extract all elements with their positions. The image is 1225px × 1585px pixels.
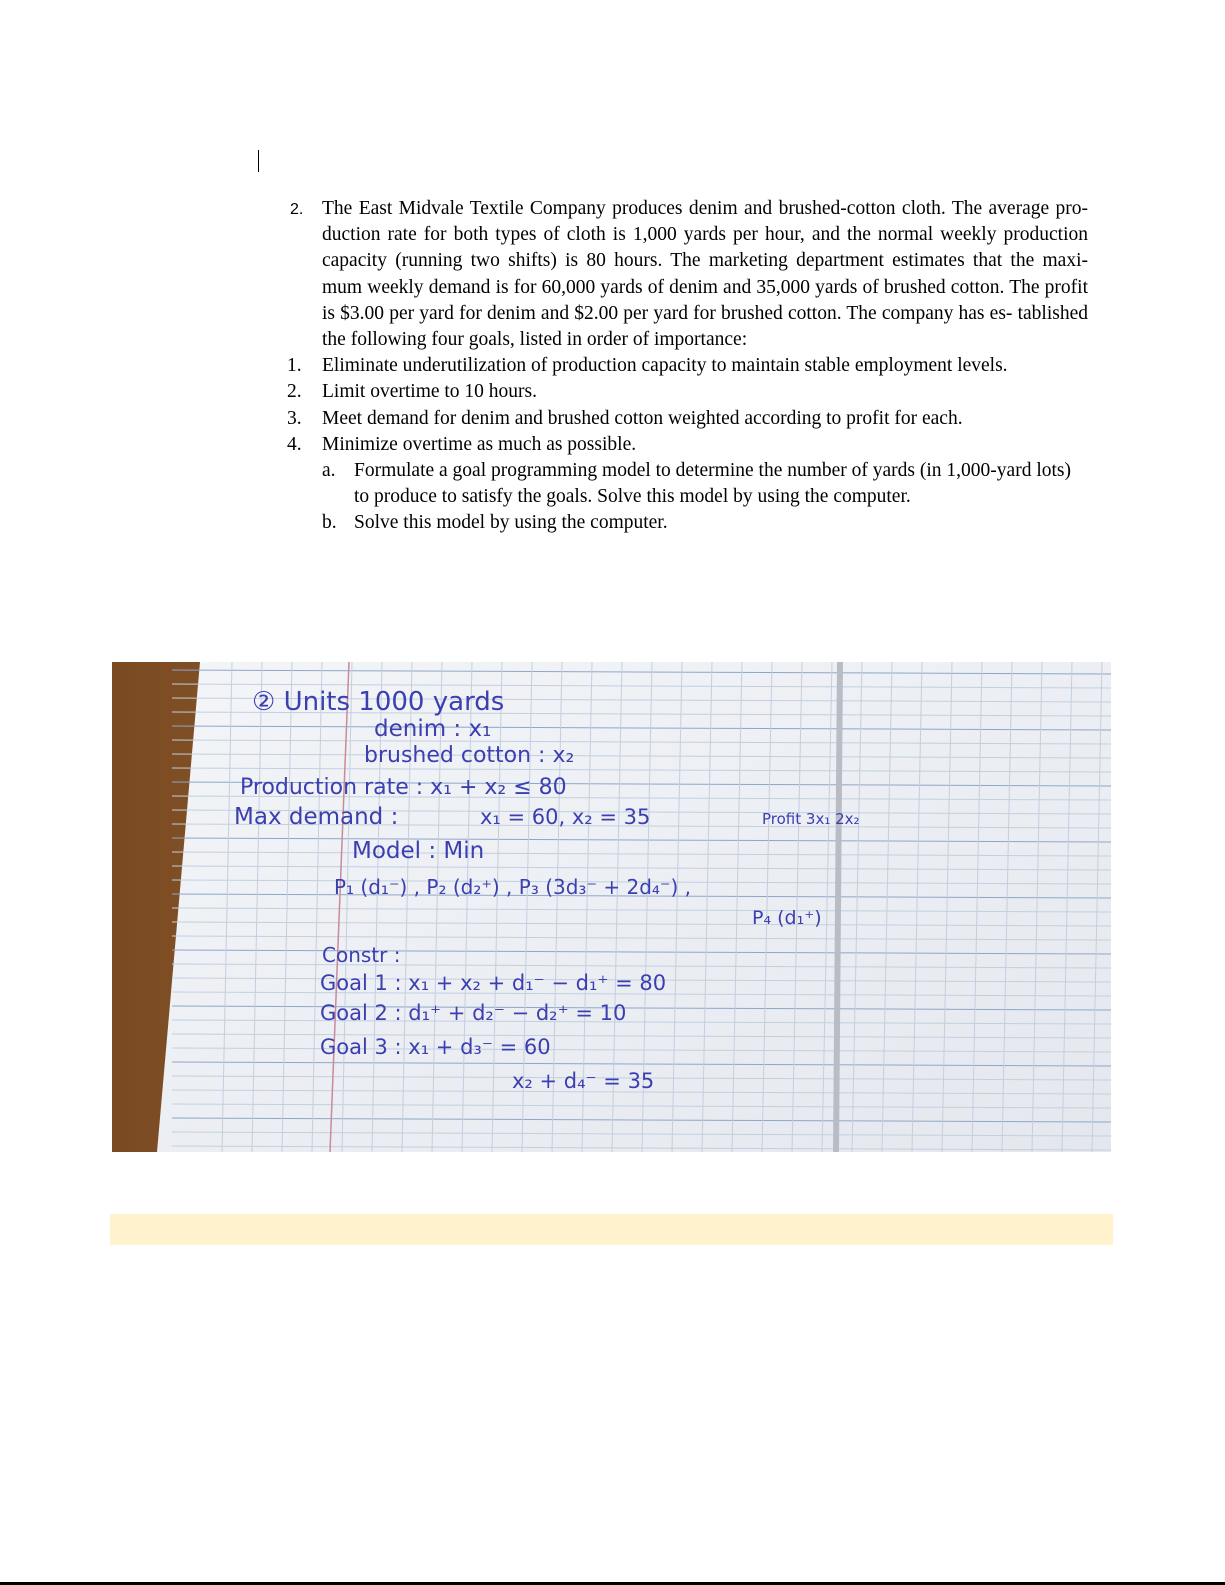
goal-number: 4.: [287, 433, 302, 455]
hw-line: x₂ + d₄⁻ = 35: [512, 1069, 655, 1093]
subpart-text: Solve this model by using the computer.: [354, 512, 668, 534]
hw-line: x₁ = 60, x₂ = 35: [480, 805, 651, 829]
hw-line: Goal 1 : x₁ + x₂ + d₁⁻ − d₁⁺ = 80: [320, 971, 667, 995]
subpart-label: a.: [322, 460, 336, 482]
problem-statement: [287, 196, 1088, 537]
hw-line: Goal 2 : d₁⁺ + d₂⁻ − d₂⁺ = 10: [320, 1001, 627, 1025]
notebook-spine: [836, 662, 840, 1152]
hw-line: Profit 3x₁ 2x₂: [762, 810, 860, 828]
goal-number: 3.: [287, 407, 302, 429]
hw-line: brushed cotton : x₂: [364, 743, 575, 768]
subparts-list: [322, 458, 1088, 537]
subpart-text: Formulate a goal programming model to determine the number of yards (in 1,000-yard lots) to produce to satisfy the goals. Solve this model by using the computer.: [354, 460, 1071, 508]
subpart-item: [322, 510, 1088, 536]
subpart-label: b.: [322, 512, 337, 534]
hw-line: Constr :: [322, 943, 401, 967]
hw-line: Production rate : x₁ + x₂ ≤ 80: [240, 775, 567, 800]
goal-text: Minimize overtime as much as possible.: [322, 433, 637, 455]
hw-line: P₄ (d₁⁺): [752, 907, 822, 929]
hw-line: Model : Min: [352, 838, 485, 864]
goal-text: Limit overtime to 10 hours.: [322, 381, 538, 403]
hw-line: ② Units 1000 yards: [252, 687, 505, 717]
hw-line: P₁ (d₁⁻) , P₂ (d₂⁺) , P₃ (3d₃⁻ + 2d₄⁻) ,: [334, 875, 691, 899]
notebook-drawing: [112, 662, 1111, 1152]
notebook-photo: [112, 662, 1111, 1152]
goal-item: [287, 432, 1088, 458]
goal-number: 2.: [287, 381, 302, 403]
hw-line: Max demand :: [234, 804, 399, 830]
goal-text: Eliminate underutilization of production capacity to maintain stable employment levels.: [322, 355, 1008, 377]
hw-line: denim : x₁: [374, 716, 492, 742]
highlighted-answer-box: [110, 1214, 1113, 1245]
goal-item: [287, 406, 1088, 432]
goals-list: [287, 353, 1088, 458]
goal-item: [287, 353, 1088, 379]
subpart-item: [322, 458, 1088, 510]
goal-number: 1.: [287, 355, 302, 377]
problem-number: 2.: [290, 201, 304, 218]
goal-item: [287, 379, 1088, 405]
problem-text: The East Midvale Textile Company produces denim and brushed-cotton cloth. The average pro- duction rate for both types of cloth is 1,000 yards per hour, and the normal weekly production capacity (running two shifts) is 80 hours. The marketing department estimates that the maxi- mum weekly demand is for 60,000 yards of denim and 35,000 yards of brushed cotton. The profit is $3.00 per yard for denim and $2.00 per yard for brushed cotton. The company has es- tablished the following four goals, listed in order of importance:: [322, 198, 1088, 351]
goal-text: Meet demand for denim and brushed cotton weighted according to profit for each.: [322, 407, 963, 429]
hw-line: Goal 3 : x₁ + d₃⁻ = 60: [320, 1035, 551, 1059]
text-cursor: [258, 150, 259, 172]
